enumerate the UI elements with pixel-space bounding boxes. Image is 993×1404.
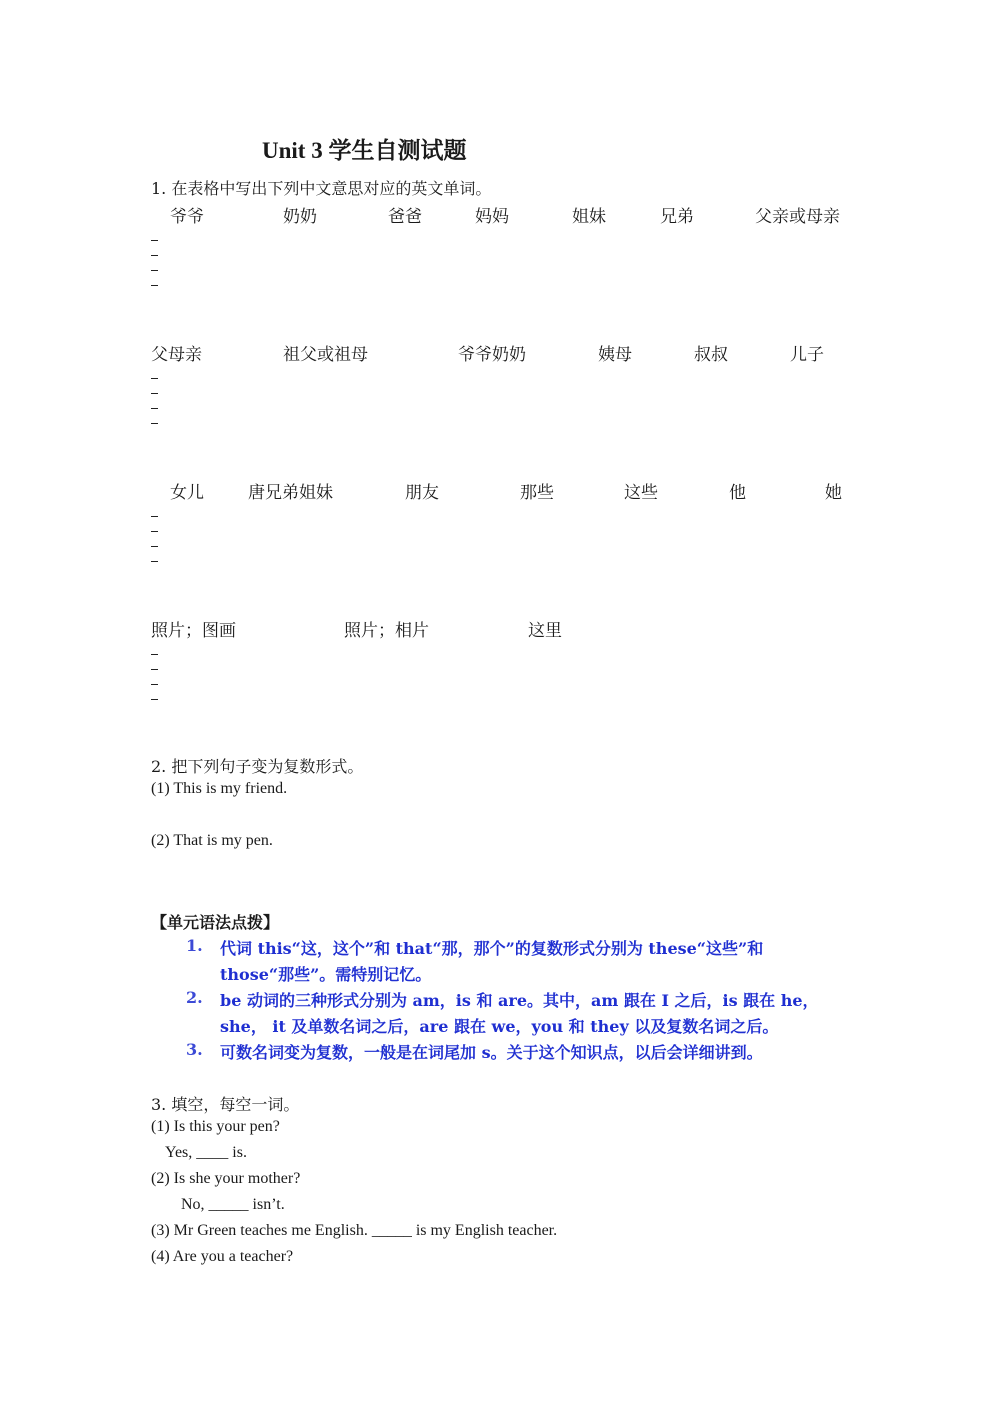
q3-line-1: (1) Is this your pen? (151, 1118, 280, 1135)
answer-line[interactable] (151, 699, 158, 700)
answer-line[interactable] (151, 654, 158, 655)
word-cell: 她 (825, 483, 842, 503)
q3-line-4: No, _____ isn’t. (181, 1196, 285, 1213)
q2-sentence-2: (2) That is my pen. (151, 832, 273, 849)
answer-line[interactable] (151, 684, 158, 685)
word-cell: 父亲或母亲 (755, 207, 840, 227)
grammar-num-1: 1. (186, 936, 203, 955)
grammar-point-1a: 代词 this“这，这个”和 that“那，那个”的复数形式分别为 these“这些”和 (220, 939, 764, 958)
q1-instruction: 1. 在表格中写出下列中文意思对应的英文单词。 (151, 179, 492, 198)
answer-line[interactable] (151, 393, 158, 394)
answer-line[interactable] (151, 378, 158, 379)
answer-line[interactable] (151, 270, 158, 271)
word-cell: 爷爷 (170, 207, 204, 227)
answer-line[interactable] (151, 561, 158, 562)
word-cell: 爸爸 (388, 207, 422, 227)
answer-line[interactable] (151, 423, 158, 424)
word-cell: 儿子 (790, 345, 824, 365)
word-cell: 祖父或祖母 (283, 345, 368, 365)
word-cell: 妈妈 (475, 207, 509, 227)
word-cell: 女儿 (170, 483, 204, 503)
answer-line[interactable] (151, 285, 158, 286)
word-cell: 唐兄弟姐妹 (248, 483, 333, 503)
grammar-point-2a: be 动词的三种形式分别为 am，is 和 are。其中，am 跟在 I 之后，is 跟在 he， (220, 991, 819, 1010)
word-cell: 兄弟 (660, 207, 694, 227)
word-cell: 照片；图画 (151, 621, 236, 641)
grammar-num-3: 3. (186, 1040, 203, 1059)
q2-sentence-1: (1) This is my friend. (151, 780, 288, 797)
q3-line-6: (4) Are you a teacher? (151, 1248, 294, 1265)
word-cell: 奶奶 (283, 207, 317, 227)
answer-line[interactable] (151, 546, 158, 547)
answer-line[interactable] (151, 531, 158, 532)
answer-line[interactable] (151, 240, 158, 241)
answer-line[interactable] (151, 516, 158, 517)
grammar-num-2: 2. (186, 988, 203, 1007)
word-cell: 爷爷奶奶 (458, 345, 526, 365)
word-cell: 父母亲 (151, 345, 202, 365)
word-cell: 朋友 (405, 483, 439, 503)
q3-line-5: (3) Mr Green teaches me English. _____ is my English teacher. (151, 1222, 558, 1239)
grammar-point-2b: she， it 及单数名词之后，are 跟在 we，you 和 they 以及复数名词之后。 (220, 1017, 779, 1036)
page-title: Unit 3 学生自测试题 (262, 138, 467, 163)
word-cell: 他 (729, 483, 746, 503)
grammar-point-3: 可数名词变为复数，一般是在词尾加 s。关于这个知识点，以后会详细讲到。 (220, 1043, 763, 1062)
q2-instruction: 2. 把下列句子变为复数形式。 (151, 757, 364, 776)
word-cell: 叔叔 (694, 345, 728, 365)
word-cell: 这里 (528, 621, 562, 641)
q3-line-3: (2) Is she your mother? (151, 1170, 301, 1187)
answer-line[interactable] (151, 408, 158, 409)
q3-line-2: Yes, ____ is. (165, 1144, 247, 1161)
word-cell: 姨母 (598, 345, 632, 365)
grammar-point-1b: those“那些”。需特别记忆。 (220, 965, 432, 984)
word-cell: 那些 (520, 483, 554, 503)
answer-line[interactable] (151, 255, 158, 256)
word-cell: 照片；相片 (344, 621, 429, 641)
word-cell: 这些 (624, 483, 658, 503)
grammar-heading: 【单元语法点拨】 (151, 913, 280, 932)
word-cell: 姐妹 (572, 207, 606, 227)
answer-line[interactable] (151, 669, 158, 670)
q3-instruction: 3. 填空，每空一词。 (151, 1095, 300, 1114)
